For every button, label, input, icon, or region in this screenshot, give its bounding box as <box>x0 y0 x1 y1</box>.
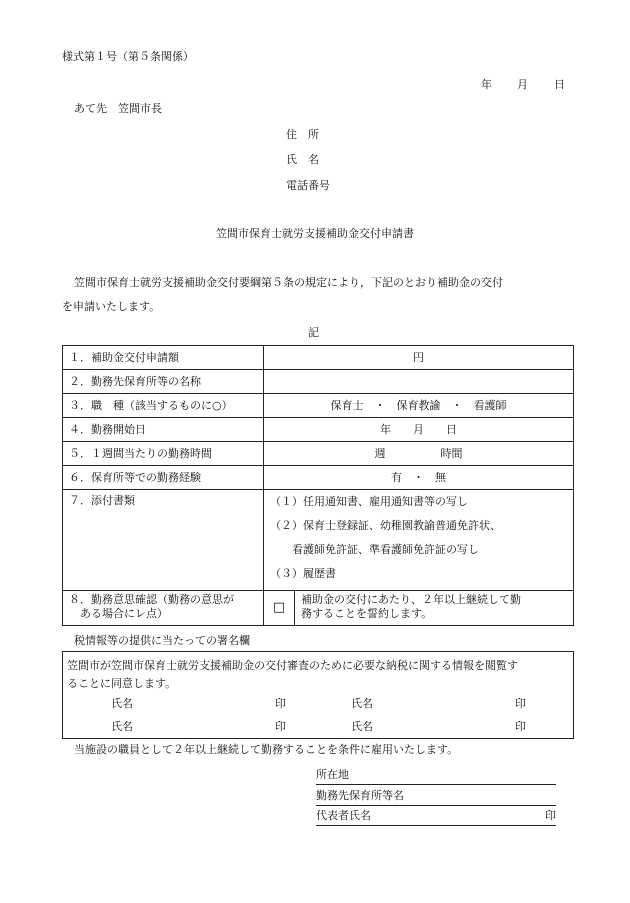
intro-line-2: を申請いたします。 <box>62 300 161 313</box>
employer-rep-line[interactable] <box>316 809 556 826</box>
tax-consent-text-2: ることに同意します。 <box>67 677 177 690</box>
row-label: ６．保育所等での勤務経験 <box>63 466 264 490</box>
date-day: 日 <box>554 78 565 91</box>
row-label: ５．１週間当たりの勤務時間 <box>63 442 264 466</box>
row-label: ３．職 種（該当するものに○） <box>63 394 264 418</box>
employer-facility-label: 勤務先保育所等名 <box>316 789 404 802</box>
applicant-name-label: 氏 名 <box>286 153 319 166</box>
attachment-item: （２）保育士登録証、幼稚園教諭普通免許状、 <box>270 519 501 532</box>
employer-address-line[interactable] <box>316 768 556 785</box>
applicant-phone-label: 電話番号 <box>286 179 330 192</box>
row-label: ７．添付書類 <box>63 490 264 591</box>
intent-label-line: ある場合にレ点） <box>69 606 168 620</box>
table-row <box>63 394 574 418</box>
amount-field[interactable]: 円 <box>264 346 574 370</box>
facility-name-field[interactable] <box>264 370 574 394</box>
table-row <box>63 466 574 490</box>
signature-name-label: 氏名 <box>111 720 133 733</box>
start-date-field[interactable]: 年 月 日 <box>264 418 574 442</box>
signature-name-label: 氏名 <box>111 697 133 710</box>
table-row <box>63 442 574 466</box>
attachment-item: （３）履歴書 <box>270 567 336 580</box>
intent-text <box>295 591 573 625</box>
job-type-field[interactable]: 保育士 ・ 保育教諭 ・ 看護師 <box>264 394 574 418</box>
attachment-item: （１）任用通知書、雇用通知書等の写し <box>270 495 468 508</box>
tax-consent-heading: 税情報等の提供に当たっての署名欄 <box>74 634 250 647</box>
intent-row <box>63 591 574 626</box>
row-label: １．補助金交付申請額 <box>63 346 264 370</box>
signature-name-label: 氏名 <box>351 720 373 733</box>
weekly-hours-field[interactable]: 週 時間 <box>264 442 574 466</box>
addressee: あて先 笠間市長 <box>74 102 162 115</box>
experience-field[interactable]: 有 ・ 無 <box>264 466 574 490</box>
attachments-list <box>264 490 574 591</box>
tax-consent-box <box>62 651 574 739</box>
table-row <box>63 370 574 394</box>
form-number: 様式第１号（第５条関係） <box>62 50 194 63</box>
attachment-item: 看護師免許証、準看護師免許証の写し <box>270 543 479 556</box>
applicant-address-label: 住 所 <box>286 128 319 141</box>
intro-line-1: 笠間市保育士就労支援補助金交付要綱第５条の規定により，下記のとおり補助金の交付 <box>74 276 503 289</box>
employer-seal: 印 <box>545 809 556 822</box>
tax-consent-text-1: 笠間市が笠間市保育士就労支援補助金の交付審査のために必要な納税に関する情報を閲覧す <box>67 659 518 672</box>
row-label: ４．勤務開始日 <box>63 418 264 442</box>
date-year: 年 <box>481 78 492 91</box>
row-label: ２．勤務先保育所等の名称 <box>63 370 264 394</box>
intent-label-line: ８．勤務意思確認（勤務の意思が <box>69 593 234 606</box>
signature-seal[interactable]: 印 <box>515 720 526 733</box>
employer-statement: 当施設の職員として２年以上継続して勤務することを条件に雇用いたします。 <box>74 743 459 756</box>
ki-label: 記 <box>308 326 319 339</box>
page-title: 笠間市保育士就労支援補助金交付申請書 <box>216 227 414 240</box>
intent-label <box>63 591 263 625</box>
application-table <box>62 345 574 626</box>
table-row <box>63 490 574 591</box>
employer-address-label: 所在地 <box>316 768 349 781</box>
table-row <box>63 418 574 442</box>
table-row <box>63 591 574 626</box>
signature-seal[interactable]: 印 <box>275 697 286 710</box>
table-row <box>63 346 574 370</box>
signature-seal[interactable]: 印 <box>275 720 286 733</box>
signature-name-label: 氏名 <box>351 697 373 710</box>
intent-text-line: 補助金の交付にあたり、２年以上継続して勤 <box>301 593 521 606</box>
intent-checkbox[interactable]: □ <box>263 591 295 625</box>
employer-facility-line[interactable] <box>316 789 556 806</box>
intent-text-line: 務することを誓約します。 <box>301 606 433 620</box>
date-month: 月 <box>517 78 528 91</box>
signature-seal[interactable]: 印 <box>515 697 526 710</box>
employer-rep-label: 代表者氏名 <box>316 809 371 822</box>
